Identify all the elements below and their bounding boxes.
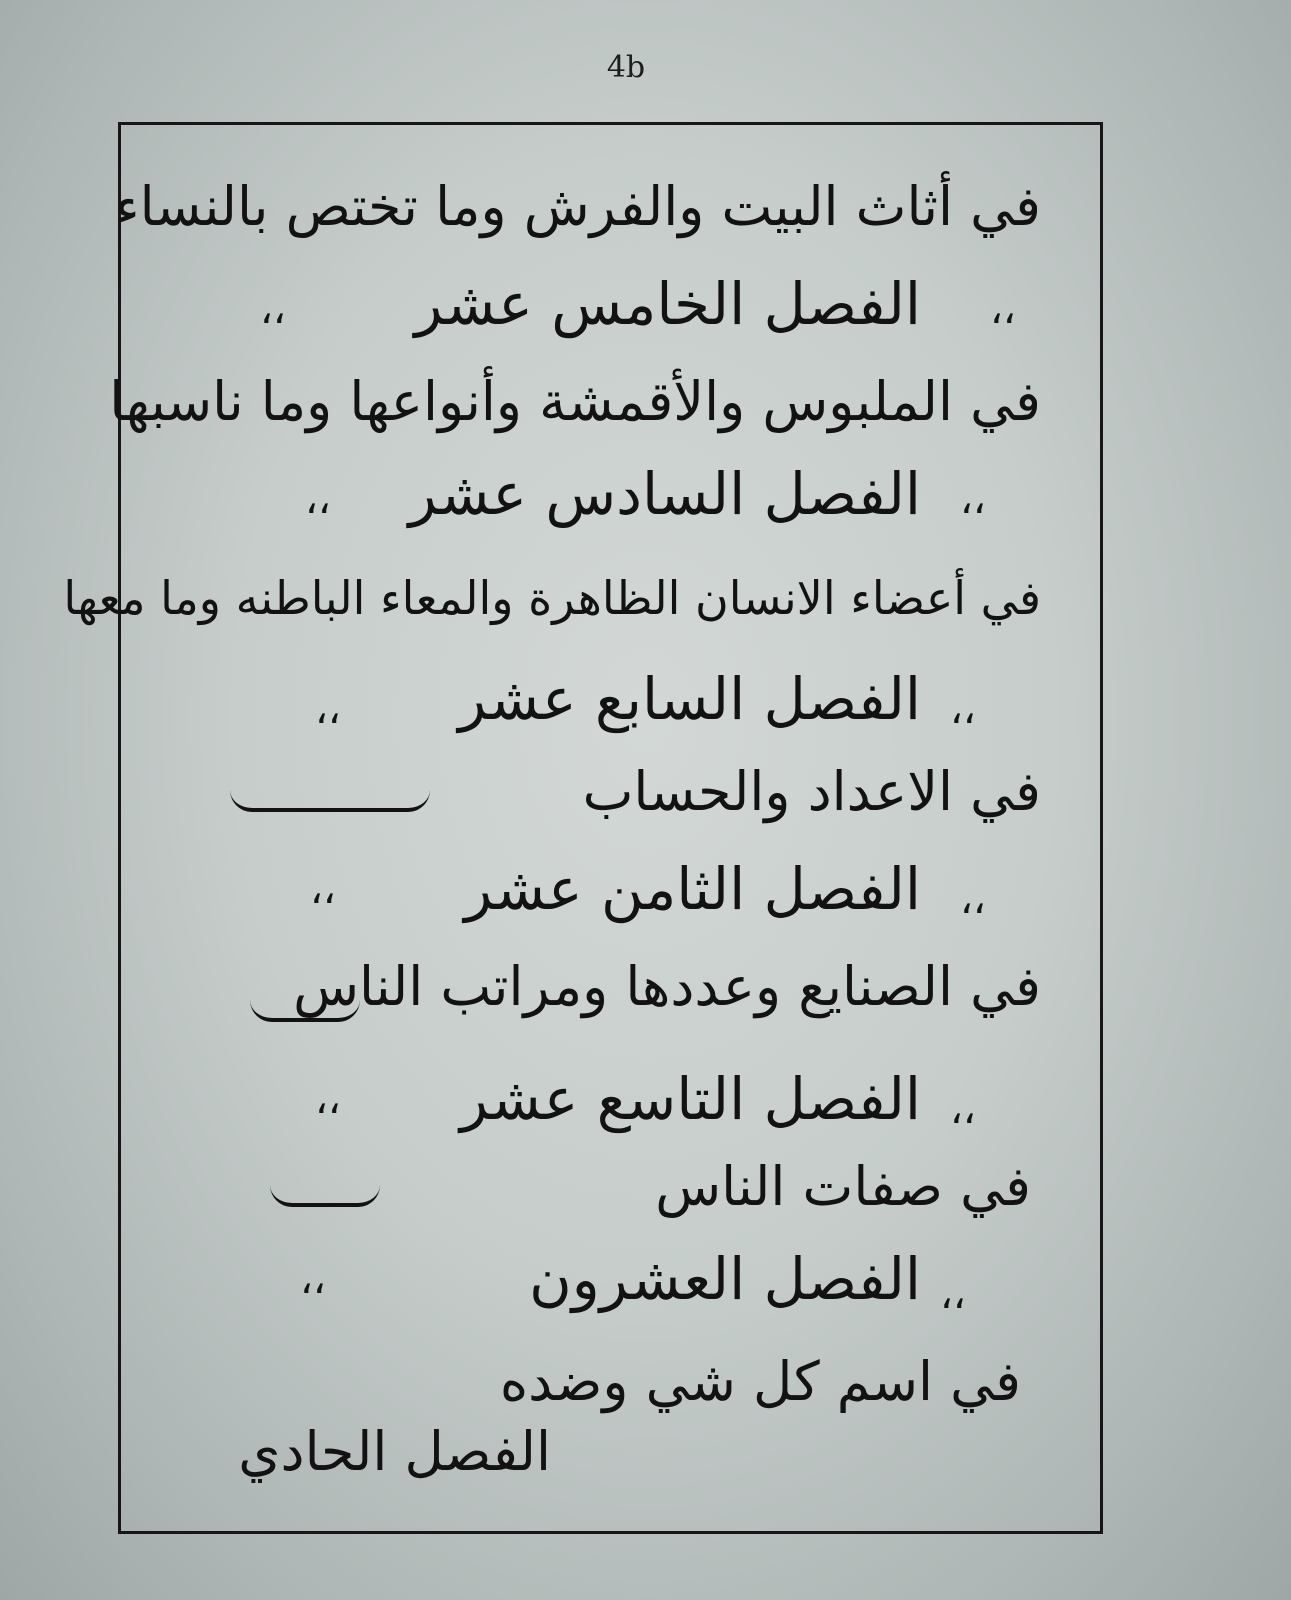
- heading-mark-left: ،،: [305, 477, 331, 523]
- subject-line-6: في صفات الناس: [655, 1155, 1031, 1218]
- ink-flourish: [230, 790, 430, 812]
- ink-flourish: [270, 1185, 380, 1207]
- heading-line-4: الفصل الثامن عشر: [464, 855, 921, 923]
- subject-line-1: في أثاث البيت والفرش وما تختص بالنساء: [114, 175, 1041, 238]
- heading-mark-left: ،،: [260, 287, 286, 333]
- heading-mark-left: ،،: [310, 867, 336, 913]
- heading-mark-right: ،،: [960, 477, 986, 523]
- heading-mark-right: ،،: [990, 287, 1016, 333]
- heading-mark-left: ،،: [300, 1257, 326, 1303]
- heading-line-7: الفصل الحادي: [238, 1420, 551, 1483]
- page-number: 4b: [606, 50, 646, 85]
- heading-mark-left: ،،: [315, 687, 341, 733]
- heading-mark-left: ،،: [315, 1077, 341, 1123]
- heading-line-2: الفصل السادس عشر: [408, 460, 921, 528]
- subject-line-2: في الملبوس والأقمشة وأنواعها وما ناسبها: [109, 370, 1041, 433]
- heading-line-3: الفصل السابع عشر: [458, 665, 921, 733]
- heading-mark-right: ،،: [940, 1272, 966, 1318]
- subject-line-7: في اسم كل شي وضده: [499, 1350, 1021, 1413]
- heading-line-6: الفصل العشرون: [529, 1245, 921, 1313]
- heading-mark-right: ،،: [950, 687, 976, 733]
- subject-line-3: في أعضاء الانسان الظاهرة والمعاء الباطنه وما معها: [63, 571, 1041, 625]
- heading-mark-right: ،،: [950, 1087, 976, 1133]
- heading-line-5: الفصل التاسع عشر: [460, 1065, 921, 1133]
- heading-line-1: الفصل الخامس عشر: [414, 270, 921, 338]
- heading-mark-right: ،،: [960, 877, 986, 923]
- subject-line-5: في الصنايع وعددها ومراتب الناس: [293, 955, 1041, 1018]
- ink-flourish: [250, 1000, 360, 1022]
- subject-line-4: في الاعداد والحساب: [582, 760, 1041, 823]
